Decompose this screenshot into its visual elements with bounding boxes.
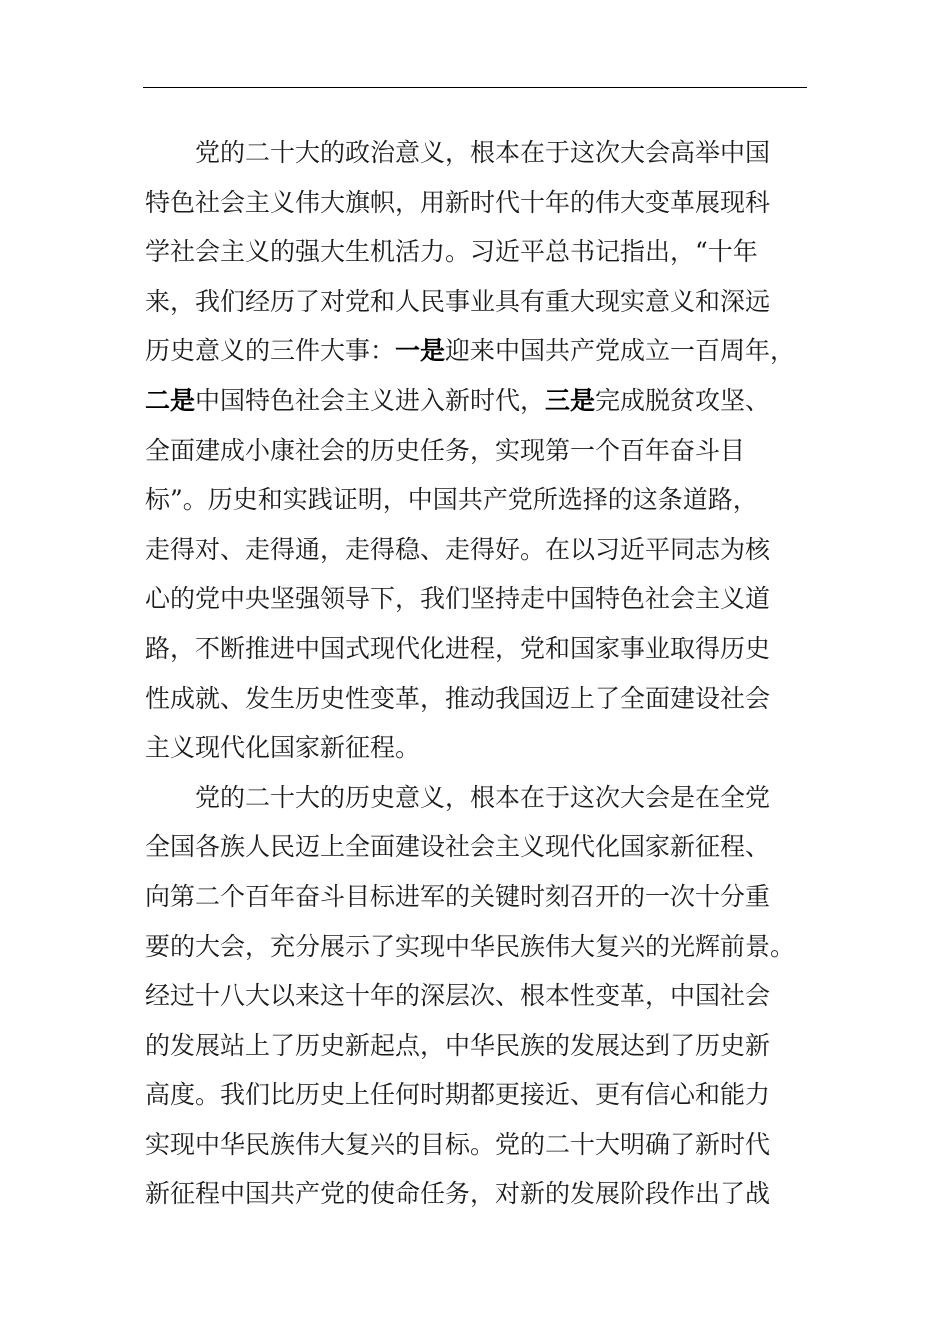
- paragraph: [145, 128, 800, 773]
- text-line: [145, 277, 800, 327]
- text-run: 全国各族人民迈上全面建设社会主义现代化国家新征程、: [145, 832, 771, 862]
- text-line: [145, 475, 800, 525]
- text-line: [145, 1021, 800, 1071]
- text-line: [145, 872, 800, 922]
- text-run: 新征程中国共产党的使命任务，对新的发展阶段作出了战: [145, 1179, 771, 1209]
- text-run: 来，我们经历了对党和人民事业具有重大现实意义和深远: [145, 286, 771, 316]
- text-run: 走得对、走得通，走得稳、走得好。在以习近平同志为核: [145, 534, 771, 564]
- text-run: 党的二十大的历史意义，根本在于这次大会是在全党: [195, 782, 771, 812]
- text-line: [145, 922, 800, 972]
- text-line: [145, 1070, 800, 1120]
- text-line: [145, 1120, 800, 1170]
- text-run: 全面建成小康社会的历史任务，实现第一个百年奋斗目: [145, 435, 746, 465]
- paragraph: [145, 773, 800, 1219]
- text-line: [145, 326, 800, 376]
- text-run: 中国特色社会主义进入新时代，: [195, 385, 546, 415]
- text-line: [145, 971, 800, 1021]
- text-run: 完成脱贫攻坚、: [595, 385, 771, 415]
- text-run: 的发展站上了历史新起点，中华民族的发展达到了历史新: [145, 1030, 771, 1060]
- text-run: 特色社会主义伟大旗帜，用新时代十年的伟大变革展现科: [145, 187, 771, 217]
- text-line: [145, 624, 800, 674]
- text-line: [145, 178, 800, 228]
- text-line: [145, 1169, 800, 1219]
- text-line: [145, 525, 800, 575]
- bold-text-run: 二是: [145, 385, 196, 415]
- text-run: 心的党中央坚强领导下，我们坚持走中国特色社会主义道: [145, 584, 771, 614]
- text-run: 学社会主义的强大生机活力。习近平总书记指出，“十年: [145, 237, 758, 267]
- text-run: 标”。历史和实践证明，中国共产党所选择的这条道路，: [145, 485, 758, 515]
- text-run: 高度。我们比历史上任何时期都更接近、更有信心和能力: [145, 1080, 771, 1110]
- bold-text-run: 三是: [545, 385, 596, 415]
- bold-text-run: 一是: [395, 336, 446, 366]
- text-run: 向第二个百年奋斗目标进军的关键时刻召开的一次十分重: [145, 881, 771, 911]
- text-line: [145, 822, 800, 872]
- text-run: 实现中华民族伟大复兴的目标。党的二十大明确了新时代: [145, 1129, 771, 1159]
- text-line: [145, 227, 800, 277]
- text-line: [145, 773, 800, 823]
- text-line: [145, 426, 800, 476]
- text-run: 要的大会，充分展示了实现中华民族伟大复兴的光辉前景。: [145, 931, 796, 961]
- text-line: [145, 128, 800, 178]
- body-text: [145, 128, 800, 1219]
- text-line: [145, 574, 800, 624]
- text-line: [145, 674, 800, 724]
- text-run: 历史意义的三件大事：: [145, 336, 396, 366]
- text-run: 经过十八大以来这十年的深层次、根本性变革，中国社会: [145, 981, 771, 1011]
- text-line: [145, 723, 800, 773]
- text-run: 迎来中国共产党成立一百周年，: [445, 336, 796, 366]
- text-run: 党的二十大的政治意义，根本在于这次大会高举中国: [195, 138, 771, 167]
- text-run: 主义现代化国家新征程。: [145, 733, 421, 763]
- text-run: 性成就、发生历史性变革，推动我国迈上了全面建设社会: [145, 683, 771, 713]
- text-line: [145, 376, 800, 426]
- text-run: 路，不断推进中国式现代化进程，党和国家事业取得历史: [145, 633, 771, 663]
- header-rule: [143, 87, 807, 88]
